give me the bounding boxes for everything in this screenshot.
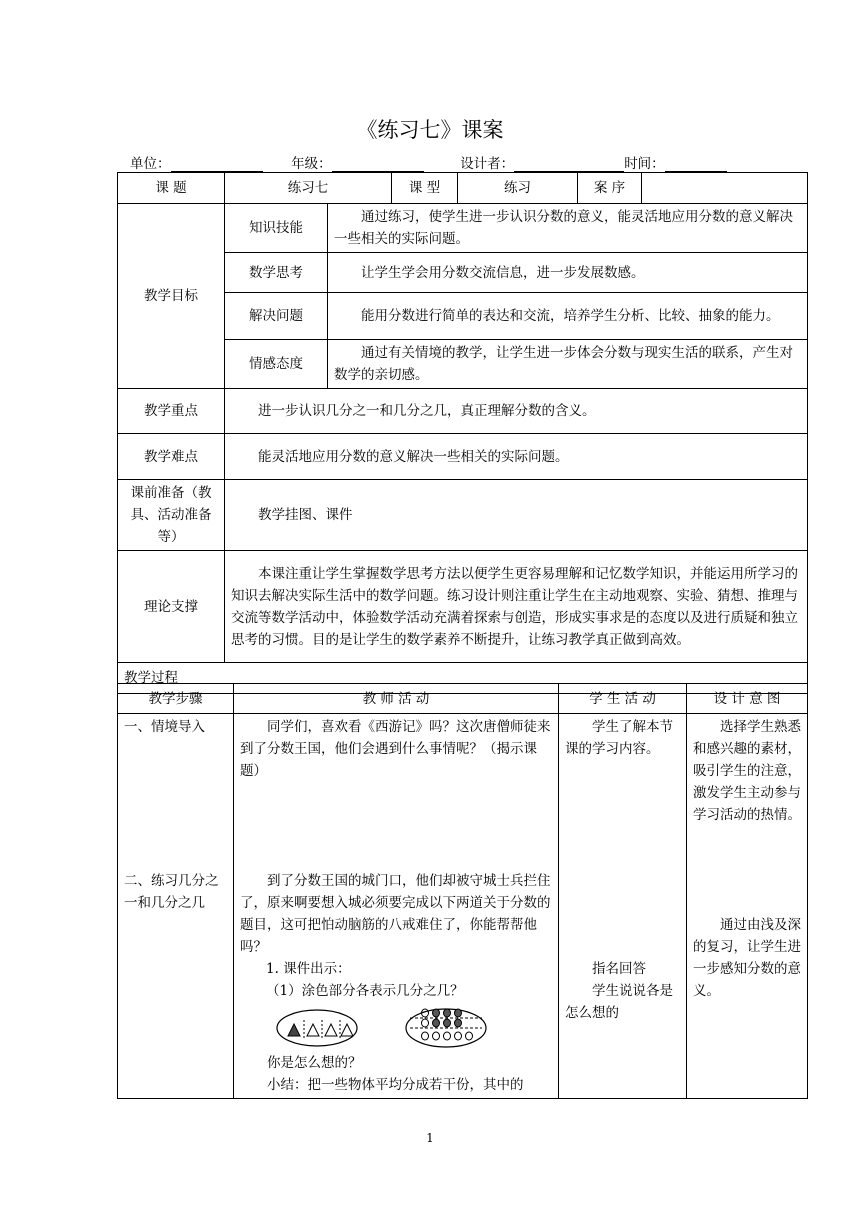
topic-label: 课 题	[118, 173, 225, 204]
intent-text-1: 选择学生熟悉和感兴趣的素材，吸引学生的注意，激发学生主动参与学习活动的热情。	[693, 719, 801, 823]
intent-cell	[687, 714, 808, 1099]
key-point-text: 进一步认识几分之一和几分之几，真正理解分数的含义。	[225, 389, 808, 434]
triangles-group	[277, 1010, 357, 1046]
objective-text: 让学生学会用分数交流信息，进一步发展数感。	[328, 253, 808, 293]
difficulty-text: 能灵活地应用分数的意义解决一些相关的实际问题。	[225, 434, 808, 480]
step-1: 一、情境导入	[124, 719, 205, 735]
time-label: 时间：	[624, 156, 665, 172]
teacher-text-2: 到了分数王国的城门口，他们却被守城士兵拦住了，原来啊要想入城必须要完成以下两道关于分数的题目，这可把怕动脑筋的八戒难住了，你能帮帮他吗？	[240, 873, 551, 955]
teacher-text-6: 小结：把一些物体平均分成若干份，其中的	[267, 1077, 524, 1093]
info-line	[130, 152, 727, 172]
grade-blank[interactable]	[332, 159, 424, 172]
grade-label: 年级：	[291, 156, 332, 172]
prep-label: 课前准备（教具、活动准备等）	[118, 480, 225, 551]
page-number: 1	[426, 1131, 434, 1145]
teacher-text-3: 1. 课件出示：	[266, 961, 351, 977]
teacher-text-1: 同学们，喜欢看《西游记》吗？这次唐僧师徒来到了分数王国，他们会遇到什么事情呢？（揭示课题）	[240, 719, 551, 779]
objective-name: 数学思考	[225, 253, 328, 293]
designer-label: 设计者：	[460, 156, 515, 172]
step-2: 二、练习几分之一和几分之几	[124, 873, 219, 911]
student-cell	[559, 714, 687, 1099]
designer-blank[interactable]	[514, 159, 624, 172]
teacher-text-5: 你是怎么想的？	[267, 1055, 362, 1071]
teacher-text-4: （1）涂色部分各表示几分之几？	[266, 983, 464, 999]
intent-text-2: 通过由浅及深的复习，让学生进一步感知分数的意义。	[693, 917, 801, 999]
objective-text: 通过有关情境的教学，让学生进一步体会分数与现实生活的联系，产生对数学的亲切感。	[328, 340, 808, 389]
objective-text: 能用分数进行简单的表达和交流，培养学生分析、比较、抽象的能力。	[328, 293, 808, 340]
theory-label: 理论支撑	[118, 551, 225, 663]
objective-name: 情感态度	[225, 340, 328, 389]
seq-label: 案 序	[578, 173, 642, 204]
prep-text: 教学挂图、课件	[225, 480, 808, 551]
header-student: 学 生 活 动	[559, 684, 687, 714]
header-step: 教学步骤	[118, 684, 234, 714]
topic-value: 练习七	[225, 173, 392, 204]
type-label: 课 型	[392, 173, 458, 204]
objective-name: 知识技能	[225, 204, 328, 253]
type-value: 练习	[458, 173, 578, 204]
teacher-cell	[234, 714, 559, 1099]
process-label: 教学过程	[118, 663, 808, 694]
difficulty-label: 教学难点	[118, 434, 225, 480]
unit-label: 单位：	[130, 156, 171, 172]
ovals-group	[406, 1009, 486, 1047]
header-intent: 设 计 意 图	[687, 684, 808, 714]
objectives-label: 教学目标	[118, 204, 225, 389]
lesson-info-table	[117, 172, 808, 694]
time-blank[interactable]	[665, 159, 727, 172]
objective-name: 解决问题	[225, 293, 328, 340]
student-text-1: 学生了解本节课的学习内容。	[565, 719, 673, 757]
theory-text: 本课注重让学生掌握数学思考方法以便学生更容易理解和记忆数学知识，并能运用所学习的知识去解决实际生活中的数学问题。练习设计则注重让学生在主动地观察、实验、猜想、推理与交流等数学活动中，体验数学活动充满着探索与创造，形成实事求是的态度以及进行质疑和独立思考的习惯。目的是让学生的数学素养不断提升，让练习教学真正做到高效。	[225, 551, 808, 663]
student-text-2: 指名回答	[592, 961, 646, 977]
key-point-label: 教学重点	[118, 389, 225, 434]
student-text-3: 学生说说各是怎么想的	[565, 983, 673, 1021]
unit-blank[interactable]	[171, 159, 263, 172]
header-teacher: 教 师 活 动	[234, 684, 559, 714]
seq-value	[642, 173, 808, 204]
process-table	[117, 683, 808, 1099]
objective-text: 通过练习，使学生进一步认识分数的意义，能灵活地应用分数的意义解决一些相关的实际问题。	[328, 204, 808, 253]
step-cell	[118, 714, 234, 1099]
page-title: 《练习七》课案	[356, 118, 504, 142]
fraction-shapes-figure	[274, 1006, 504, 1050]
